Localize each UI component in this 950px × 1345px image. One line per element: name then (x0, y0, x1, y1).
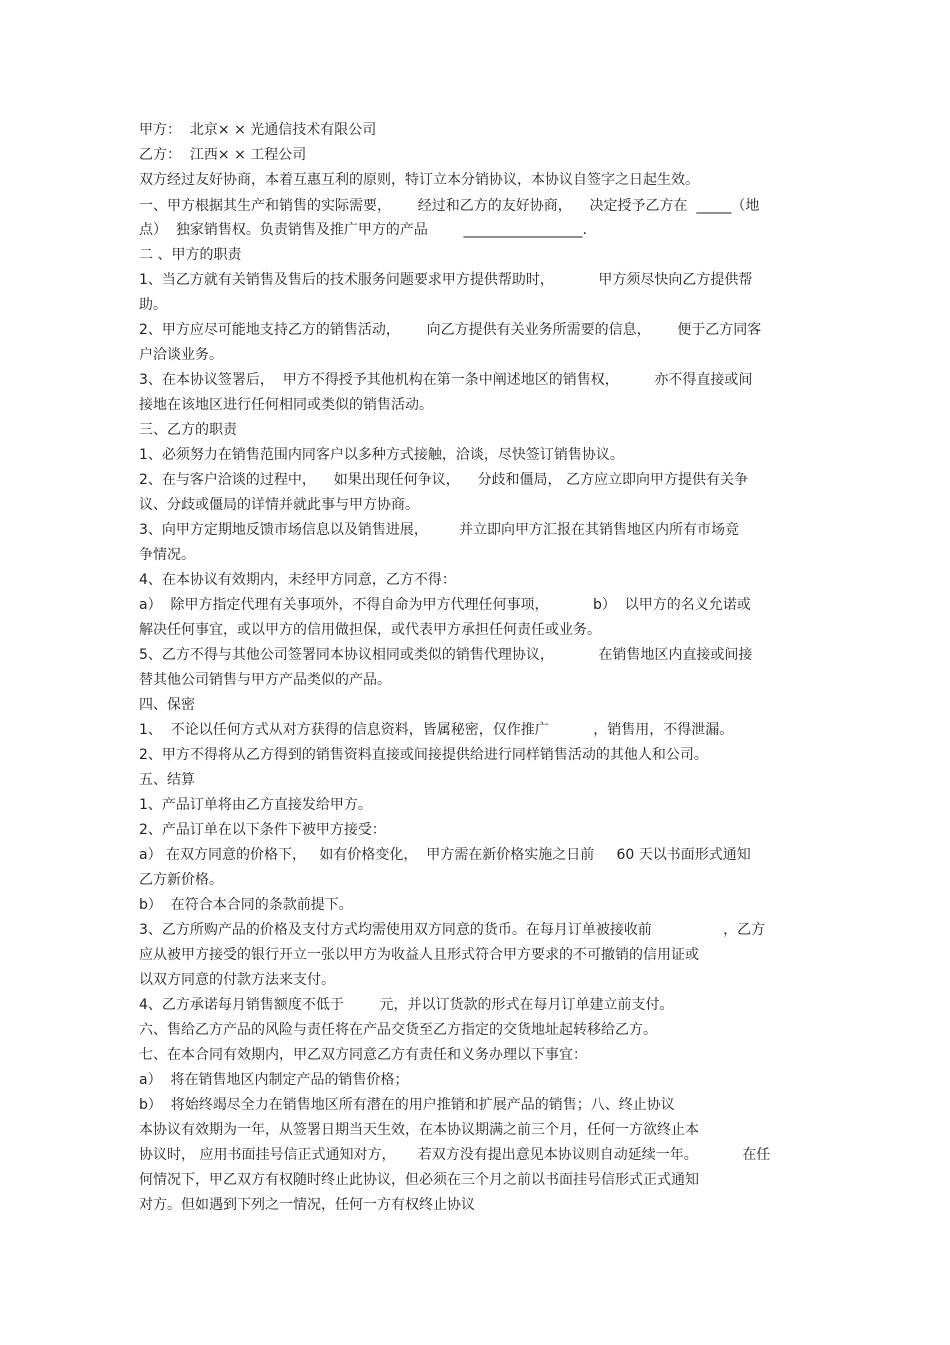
text-line: 3、乙方所购产品的价格及支付方式均需使用双方同意的货币。在每月订单被接收前 ，乙方 (139, 922, 766, 938)
text-line: 2、在与客户洽谈的过程中， 如果出现任何争议， 分歧和僵局， 乙方应立即向甲方提供有关争 (139, 472, 748, 488)
text-line: 本协议有效期为一年，从签署日期当天生效，在本协议期满之前三个月，任何一方欲终止本 (139, 1122, 699, 1138)
text-line: 1、必须努力在销售范围内同客户以多种方式接触，洽谈，尽快签订销售协议。 (139, 447, 624, 463)
text-line: 2、甲方不得将从乙方得到的销售资料直接或间接提供给进行同样销售活动的其他人和公司。 (139, 747, 708, 763)
text-line: 1、当乙方就有关销售及售后的技术服务问题要求甲方提供帮助时， 甲方须尽快向乙方提供帮 (139, 272, 753, 288)
text-line: 3、向甲方定期地反馈市场信息以及销售进展， 并立即向甲方汇报在其销售地区内所有市场竞 (139, 522, 740, 538)
text-line: 解决任何事宜，或以甲方的信用做担保，或代表甲方承担任何责任或业务。 (139, 622, 601, 638)
text-line: 3、在本协议签署后， 甲方不得授予其他机构在第一条中阐述地区的销售权， 亦不得直接或间 (139, 372, 753, 388)
text-line: 替其他公司销售与甲方产品类似的产品。 (139, 672, 391, 688)
text-line: 协议时， 应用书面挂号信正式通知对方， 若双方没有提出意见本协议则自动延续一年。 在任 (139, 1147, 771, 1163)
text-line: 七、在本合同有效期内，甲乙双方同意乙方有责任和义务办理以下事宜： (139, 1047, 587, 1063)
text-line: 乙方新价格。 (139, 872, 223, 888)
text-line: a） 在双方同意的价格下， 如有价格变化， 甲方需在新价格实施之日前 60 天以书面形式通知 (139, 847, 751, 863)
text-line: 五、结算 (139, 772, 195, 788)
text-line: 助。 (139, 297, 167, 313)
text-line: 以双方同意的付款方法来支付。 (139, 972, 335, 988)
text-line: 乙方： 江西× × 工程公司 (139, 147, 307, 163)
text-line: 户洽谈业务。 (139, 347, 223, 363)
text-line: b） 将始终竭尽全力在销售地区所有潜在的用户推销和扩展产品的销售；八、终止协议 (139, 1097, 675, 1113)
text-line: 争情况。 (139, 547, 195, 563)
text-line: 对方。但如遇到下列之一情况，任何一方有权终止协议 (139, 1197, 475, 1213)
text-line: a） 将在销售地区内制定产品的销售价格； (139, 1072, 409, 1088)
text-line: 2、甲方应尽可能地支持乙方的销售活动， 向乙方提供有关业务所需要的信息， 便于乙方同客 (139, 322, 762, 338)
text-line: 四、保密 (139, 697, 195, 713)
text-line: 应从被甲方接受的银行开立一张以甲方为收益人且形式符合甲方要求的不可撤销的信用证或 (139, 947, 699, 963)
text-line: 一、甲方根据其生产和销售的实际需要， 经过和乙方的友好协商， 决定授予乙方在 _____（地 (139, 198, 760, 214)
text-line: 六、售给乙方产品的风险与责任将在产品交货至乙方指定的交货地址起转移给乙方。 (139, 1022, 657, 1038)
text-line: 5、乙方不得与其他公司签署同本协议相同或类似的销售代理协议， 在销售地区内直接或间接 (139, 647, 753, 663)
text-line: 二 、甲方的职责 (139, 247, 242, 263)
text-line: b） 在符合本合同的条款前提下。 (139, 897, 353, 913)
text-line: 点） 独家销售权。负责销售及推广甲方的产品 _________________. (139, 222, 587, 238)
text-line: 三、乙方的职责 (139, 422, 237, 438)
text-line: 4、乙方承诺每月销售额度不低于 元，并以订货款的形式在每月订单建立前支付。 (139, 997, 674, 1013)
text-line: 双方经过友好协商，本着互惠互利的原则，特订立本分销协议，本协议自签字之日起生效。 (139, 172, 699, 188)
text-line: 1、 不论以任何方式从对方获得的信息资料，皆属秘密，仅作推广 ，销售用，不得泄漏。 (139, 722, 734, 738)
text-line: 何情况下，甲乙双方有权随时终止此协议，但必须在三个月之前以书面挂号信形式正式通知 (139, 1172, 699, 1188)
text-line: 2、产品订单在以下条件下被甲方接受： (139, 822, 386, 838)
text-line: 接地在该地区进行任何相同或类似的销售活动。 (139, 397, 433, 413)
text-line: 4、在本协议有效期内，未经甲方同意，乙方不得： (139, 572, 456, 588)
text-line: 议、分歧或僵局的详情并就此事与甲方协商。 (139, 497, 419, 513)
text-line: 甲方： 北京× × 光通信技术有限公司 (139, 122, 377, 138)
text-line: a） 除甲方指定代理有关事项外，不得自命为甲方代理任何事项， b） 以甲方的名义允诺或 (139, 597, 751, 613)
text-line: 1、产品订单将由乙方直接发给甲方。 (139, 797, 372, 813)
